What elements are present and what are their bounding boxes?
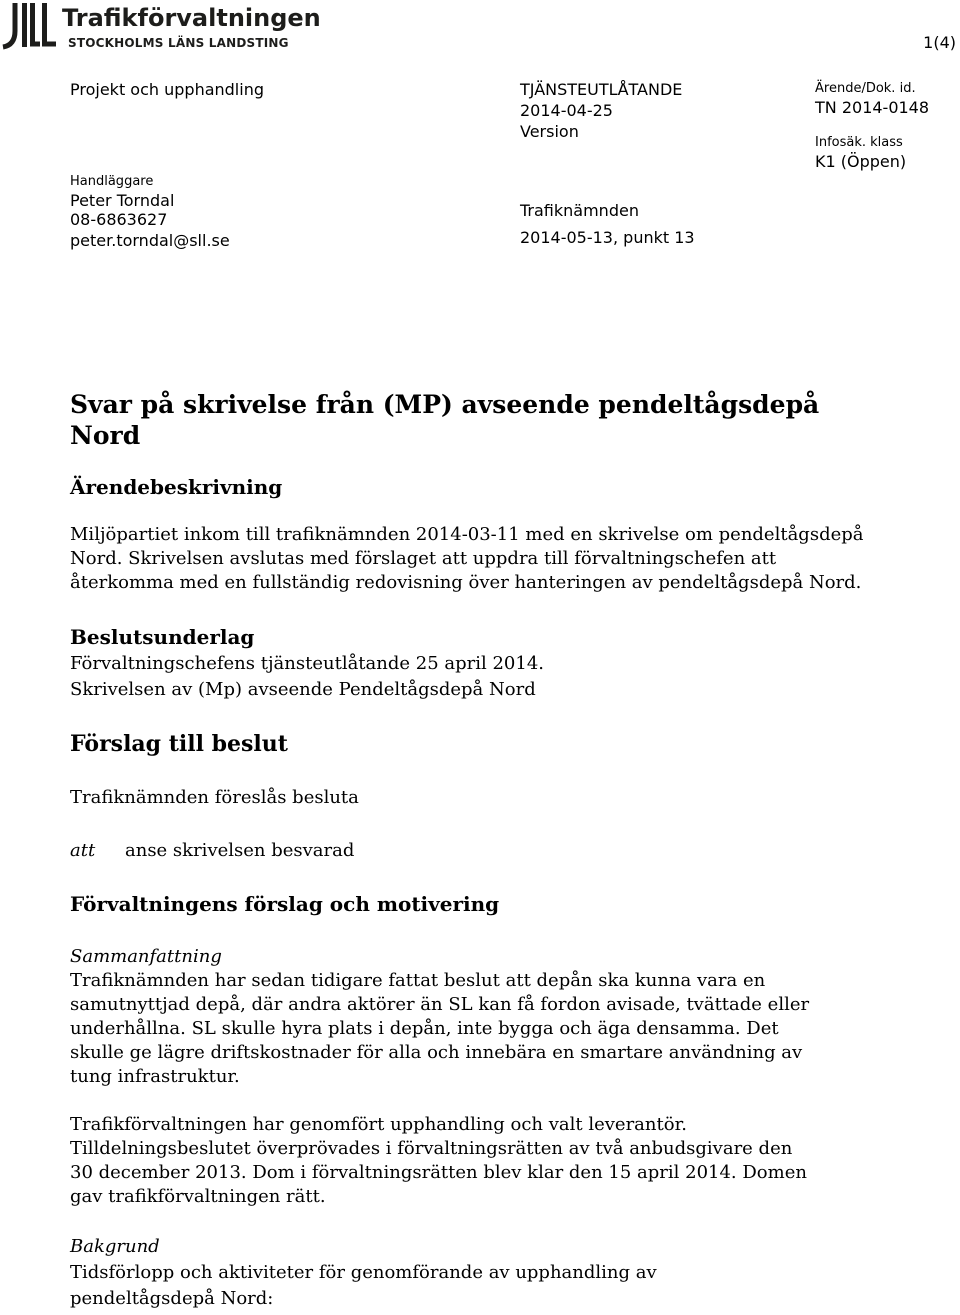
decision-text: anse skrivelsen besvarad [125,840,355,861]
board-name: Trafiknämnden [520,201,639,220]
sammanfattning-paragraph-1 [70,969,809,1089]
paragraph-line: skulle ge lägre driftskostnader för alla och innebära en smartare användning av [70,1042,803,1063]
meeting-date: 2014-05-13, punkt 13 [520,228,695,247]
list-item: Förvaltningschefens tjänsteutlåtande 25 april 2014. [70,653,545,674]
paragraph-line: pendeltågsdepå Nord: [70,1288,274,1309]
page-number: 1(4) [923,33,956,52]
title-line: Svar på skrivelse från (MP) avseende pendeltågsdepå [70,390,820,419]
sll-logo-icon [0,0,60,52]
paragraph-line: Trafiknämnden har sedan tidigare fattat beslut att depån ska kunna vara en [70,970,766,991]
security-class-label: Infosäk. klass [815,135,903,150]
document-title [70,389,819,451]
document-date: 2014-04-25 [520,101,613,120]
section-heading-forslag-till-beslut: Förslag till beslut [70,731,288,757]
paragraph-line: tung infrastruktur. [70,1066,240,1087]
paragraph-line: återkomma med en fullständig redovisning över hanteringen av pendeltågsdepå Nord. [70,572,862,593]
paragraph-line: underhållna. SL skulle hyra plats i depån, inte bygga och äga densamma. Det [70,1018,779,1039]
bakgrund-paragraph [70,1260,657,1312]
paragraph-line: Nord. Skrivelsen avslutas med förslaget att uppdra till förvaltningschefen att [70,548,777,569]
handler-label: Handläggare [70,174,154,189]
paragraph-line: Trafikförvaltningen har genomfört upphandling och valt leverantör. [70,1114,687,1135]
beslutsunderlag-list [70,651,544,703]
paragraph-line: gav trafikförvaltningen rätt. [70,1186,326,1207]
subheading-bakgrund: Bakgrund [70,1236,160,1257]
logo-name: Trafikförvaltningen [62,4,321,32]
sammanfattning-paragraph-2 [70,1113,807,1209]
security-class: K1 (Öppen) [815,152,907,171]
section-heading-arendebeskrivning: Ärendebeskrivning [70,475,283,499]
paragraph-line: Tidsförlopp och aktiviteter för genomförande av upphandling av [70,1262,657,1283]
paragraph-line: 30 december 2013. Dom i förvaltningsrätten blev klar den 15 april 2014. Domen [70,1162,807,1183]
section-heading-motivering: Förvaltningens förslag och motivering [70,892,500,916]
list-item: Skrivelsen av (Mp) avseende Pendeltågsdepå Nord [70,679,536,700]
department: Projekt och upphandling [70,80,264,99]
subheading-sammanfattning: Sammanfattning [70,946,222,967]
arendebeskrivning-paragraph [70,523,864,595]
paragraph-line: samutnyttjad depå, där andra aktörer än SL kan få fordon avisade, tvättade eller [70,994,810,1015]
handler-phone: 08-6863627 [70,210,168,229]
section-heading-beslutsunderlag: Beslutsunderlag [70,625,255,649]
logo-subtitle: STOCKHOLMS LÄNS LANDSTING [68,36,289,50]
case-id-label: Ärende/Dok. id. [815,81,916,96]
decision-intro: Trafiknämnden föreslås besluta [70,787,359,808]
handler-email: peter.torndal@sll.se [70,231,230,250]
document-type: TJÄNSTEUTLÅTANDE [520,80,683,99]
title-line: Nord [70,421,141,450]
paragraph-line: Miljöpartiet inkom till trafiknämnden 2014-03-11 med en skrivelse om pendeltågsdepå [70,524,864,545]
paragraph-line: Tilldelningsbeslutet överprövades i förvaltningsrätten av två anbudsgivare den [70,1138,793,1159]
decision-marker: att [70,840,96,861]
version-label: Version [520,122,579,141]
case-id: TN 2014-0148 [815,98,930,117]
handler-name: Peter Torndal [70,191,175,210]
